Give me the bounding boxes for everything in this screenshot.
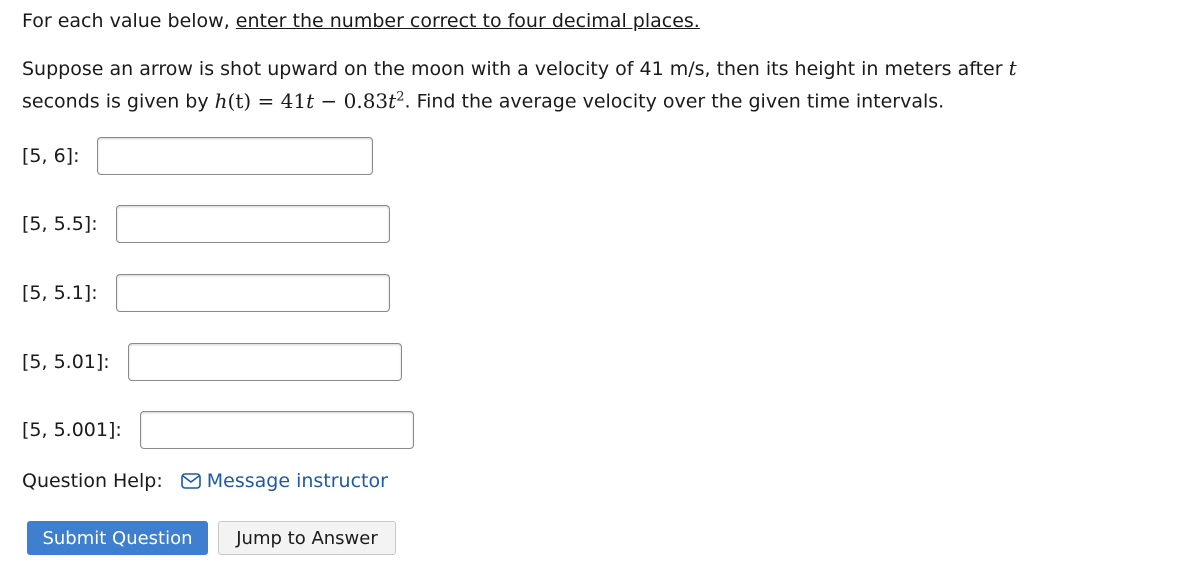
interval-answer-1[interactable] bbox=[97, 137, 373, 175]
interval-row-2 bbox=[22, 203, 390, 245]
problem-text-2: seconds is given by bbox=[22, 90, 215, 113]
submit-question-button[interactable]: Submit Question bbox=[27, 521, 208, 555]
interval-label-2: [5, 5.5]: bbox=[22, 213, 98, 235]
problem-text-1: Suppose an arrow is shot upward on the moon with a velocity of 41 m/s, then its height in meters after bbox=[22, 58, 1009, 80]
instructions-prefix: For each value below, bbox=[22, 10, 236, 32]
problem-text-3: . Find the average velocity over the given time intervals. bbox=[404, 90, 945, 113]
instructions bbox=[22, 8, 700, 34]
height-formula: $h(t) = 41t - 0.83t^2$ bbox=[214, 88, 405, 113]
interval-row-4 bbox=[22, 341, 402, 383]
interval-answer-3[interactable] bbox=[116, 274, 390, 312]
question-help bbox=[22, 470, 388, 492]
interval-answer-5[interactable] bbox=[140, 411, 414, 449]
interval-answer-2[interactable] bbox=[116, 205, 390, 243]
message-instructor-label: Message instructor bbox=[206, 470, 388, 492]
interval-row-3 bbox=[22, 272, 390, 314]
problem-statement bbox=[22, 55, 1022, 116]
action-buttons bbox=[27, 521, 396, 555]
instructions-emphasis: enter the number correct to four decimal places. bbox=[235, 10, 700, 32]
interval-row-5 bbox=[22, 409, 414, 451]
interval-label-3: [5, 5.1]: bbox=[22, 282, 98, 304]
envelope-icon bbox=[181, 473, 201, 489]
interval-label-4: [5, 5.01]: bbox=[22, 351, 110, 373]
interval-label-5: [5, 5.001]: bbox=[22, 419, 122, 441]
jump-to-answer-button[interactable]: Jump to Answer bbox=[218, 521, 396, 555]
interval-label-1: [5, 6]: bbox=[22, 145, 80, 167]
variable-t: t bbox=[1008, 56, 1017, 80]
interval-answer-4[interactable] bbox=[128, 343, 402, 381]
message-instructor-link[interactable] bbox=[181, 470, 388, 492]
interval-row-1 bbox=[22, 135, 373, 177]
question-help-label: Question Help: bbox=[22, 470, 163, 492]
